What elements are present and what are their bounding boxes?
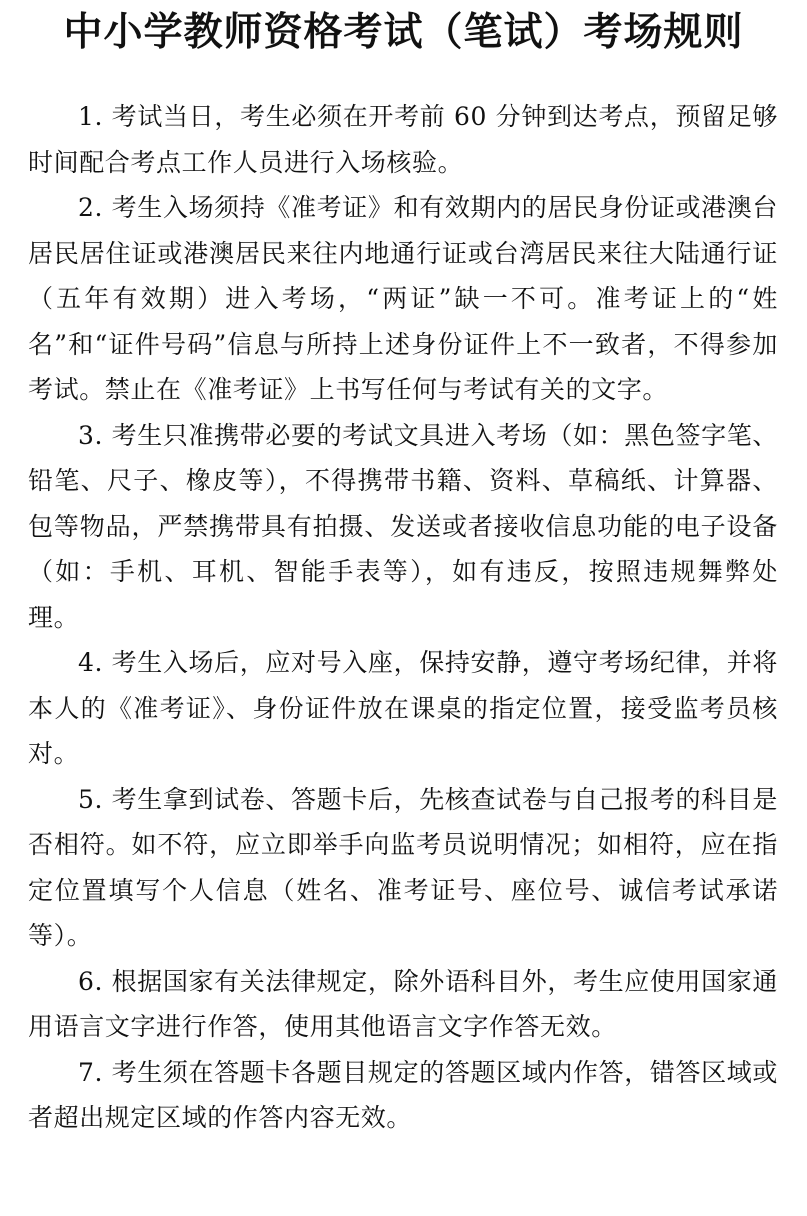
rule-item-5: 5. 考生拿到试卷、答题卡后，先核查试卷与自己报考的科目是否相符。如不符，应立即举手向监考员说明情况；如相符，应在指定位置填写个人信息（姓名、准考证号、座位号、诚信考试承诺等）。 — [28, 784, 778, 950]
rule-item-7: 7. 考生须在答题卡各题目规定的答题区域内作答，错答区域或者超出规定区域的作答内容无效。 — [28, 1057, 778, 1132]
rules-list — [28, 94, 778, 1141]
rule-item-4: 4. 考生入场后，应对号入座，保持安静，遵守考场纪律，并将本人的《准考证》、身份证件放在课桌的指定位置，接受监考员核对。 — [28, 648, 778, 768]
rule-item-1: 1. 考试当日，考生必须在开考前 60 分钟到达考点，预留足够时间配合考点工作人员进行入场核验。 — [28, 102, 778, 177]
rule-item-6: 6. 根据国家有关法律规定，除外语科目外，考生应使用国家通用语言文字进行作答，使用其他语言文字作答无效。 — [28, 966, 778, 1041]
page-title: 中小学教师资格考试（笔试）考场规则 — [63, 9, 744, 55]
rule-item-3: 3. 考生只准携带必要的考试文具进入考场（如：黑色签字笔、铅笔、尺子、橡皮等），不得携带书籍、资料、草稿纸、计算器、包等物品，严禁携带具有拍摄、发送或者接收信息功能的电子设备（如：手机、耳机、智能手表等），如有违反，按照违规舞弊处理。 — [28, 420, 778, 632]
rule-item-2: 2. 考生入场须持《准考证》和有效期内的居民身份证或港澳台居民居住证或港澳居民来往内地通行证或台湾居民来往大陆通行证（五年有效期）进入考场，“两证”缺一不可。准考证上的“姓名”和“证件号码”信息与所持上述身份证件上不一致者，不得参加考试。禁止在《准考证》上书写任何与考试有关的文字。 — [28, 193, 778, 404]
